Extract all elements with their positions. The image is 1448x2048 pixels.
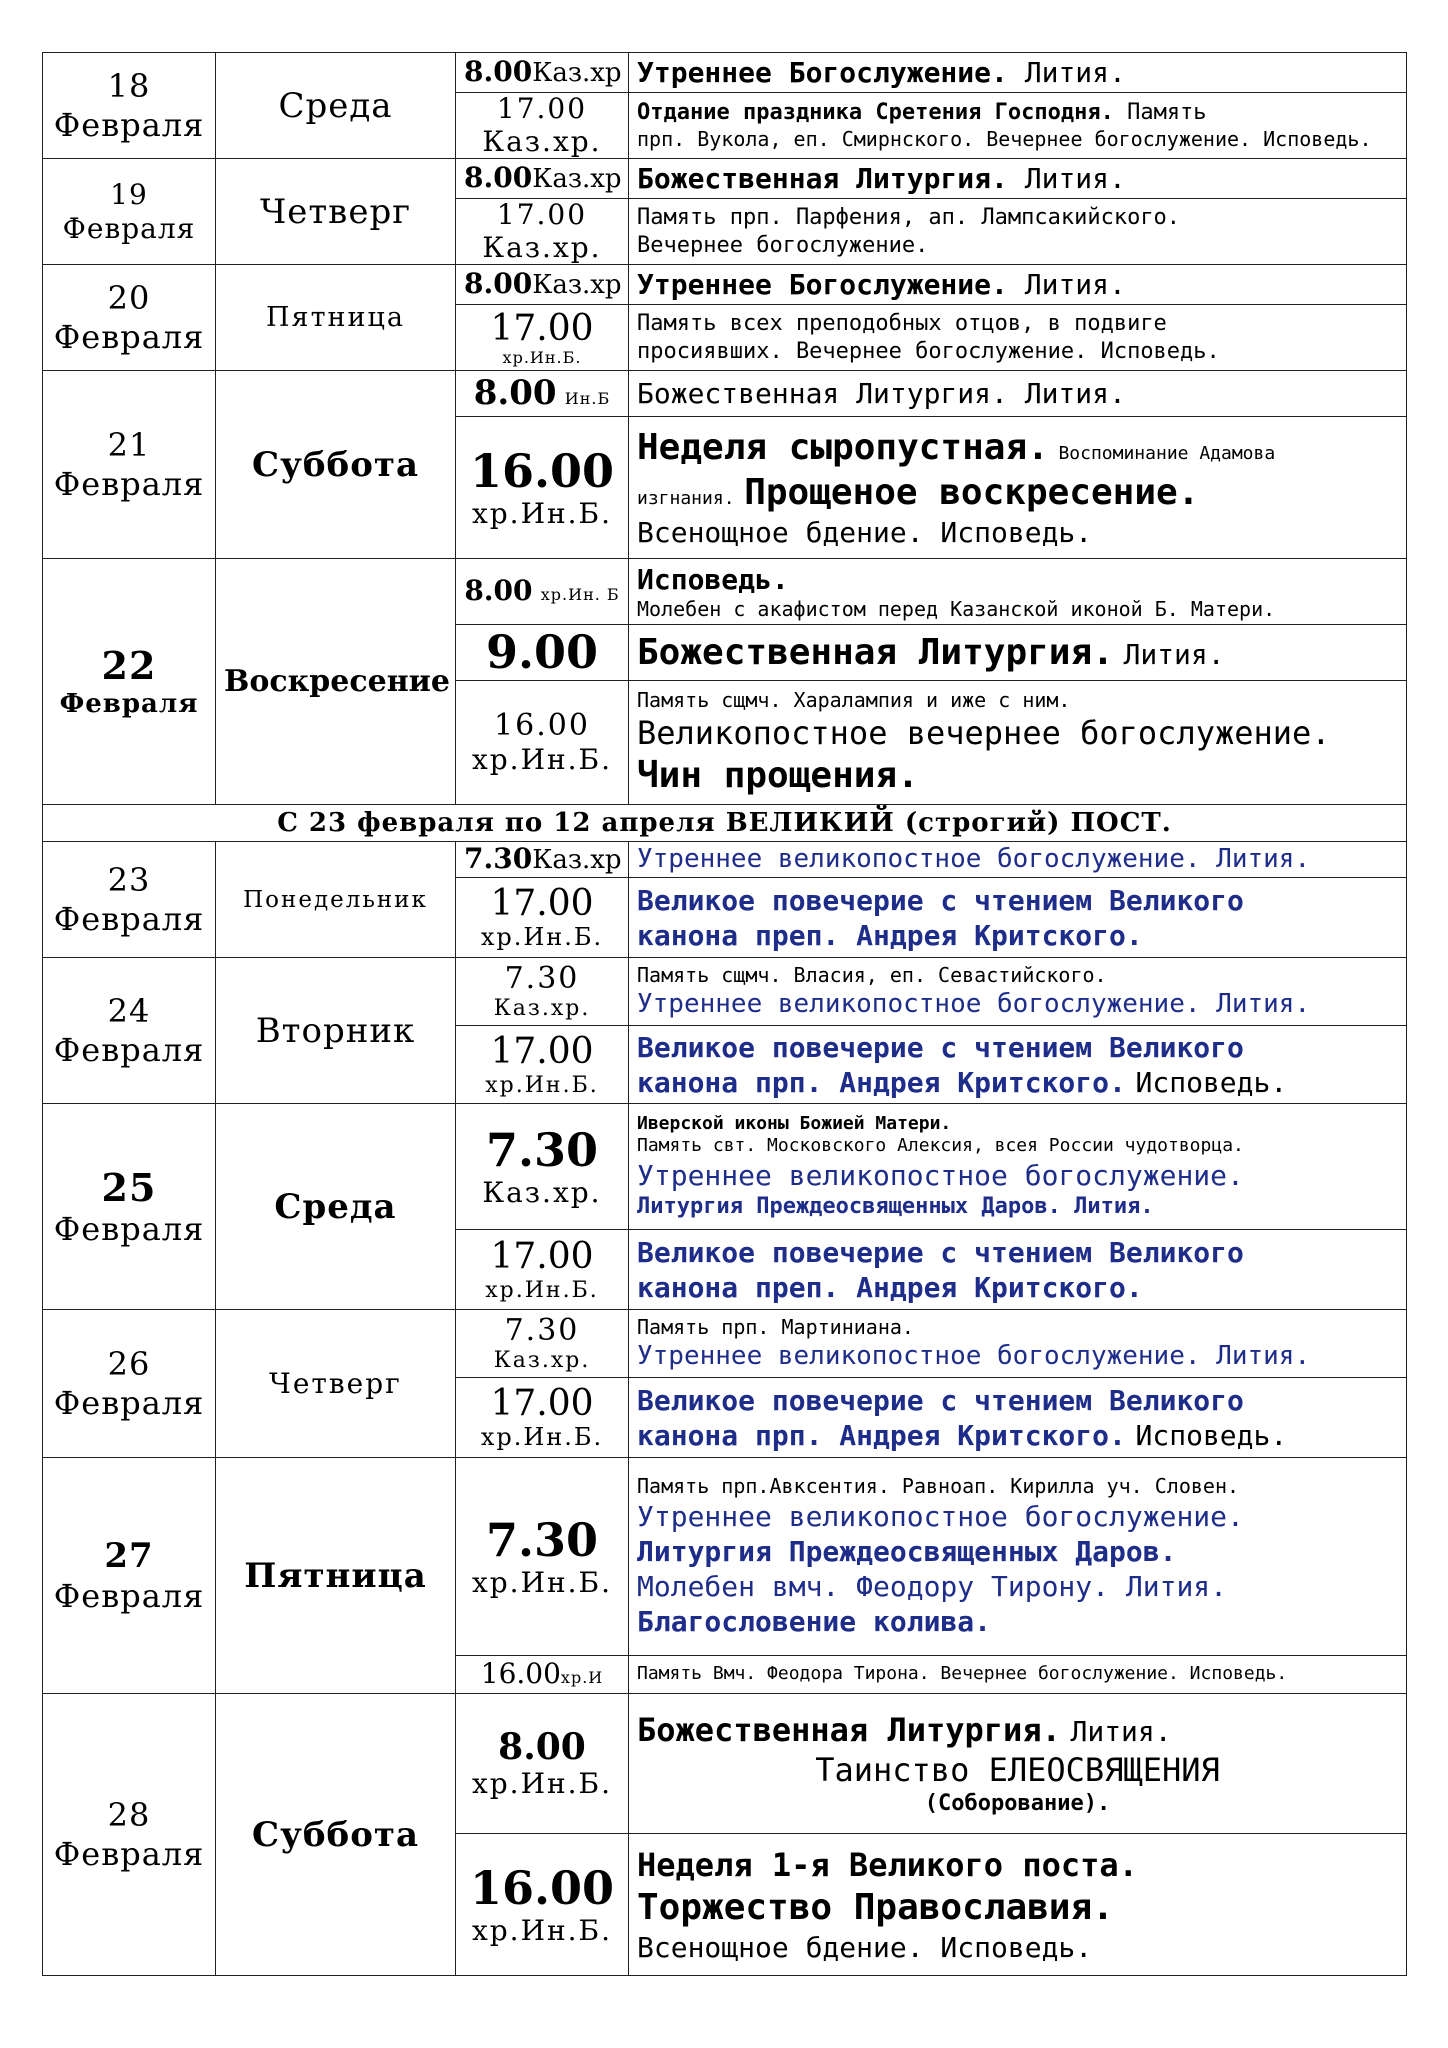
service-title: Божественная Литургия. bbox=[637, 1710, 1061, 1749]
date-month: Февраля bbox=[53, 1834, 205, 1873]
service-row bbox=[43, 559, 1407, 625]
service-location: хр.Ин.Б. bbox=[471, 496, 613, 530]
service-description bbox=[629, 1834, 1407, 1976]
fast-banner: С 23 февраля по 12 апреля ВЕЛИКИЙ (строгий) ПОСТ. bbox=[43, 805, 1407, 842]
service-description bbox=[629, 159, 1407, 199]
service-note: Память свт. Московского Алексия, всея России чудотворца. bbox=[637, 1135, 1244, 1157]
time-cell bbox=[456, 305, 629, 371]
service-title: Утреннее Богослужение. bbox=[637, 56, 1008, 89]
date-number: 25 bbox=[101, 1164, 157, 1210]
service-location: Каз.хр bbox=[532, 58, 622, 89]
service-title: канона прп. Андрея Критского. bbox=[637, 1065, 1126, 1099]
date-number: 22 bbox=[101, 643, 157, 689]
service-note: Воспоминание Адамова bbox=[1058, 443, 1276, 464]
time-cell bbox=[456, 1104, 629, 1230]
service-note: Память Вмч. Феодора Тирона. Вечернее богослужение. Исповедь. bbox=[637, 1663, 1288, 1685]
service-title: Иверской иконы Божией Матери. bbox=[637, 1112, 952, 1134]
time-cell bbox=[456, 1026, 629, 1104]
service-time: 16.00 bbox=[469, 443, 615, 498]
service-note: Великопостное вечернее богослужение. bbox=[637, 713, 1331, 752]
service-title: канона преп. Андрея Критского. bbox=[637, 1270, 1143, 1304]
service-location: хр.Ин. Б bbox=[540, 585, 620, 605]
service-time: 8.00 bbox=[464, 55, 533, 89]
date-month: Февраля bbox=[53, 1210, 205, 1249]
date-number: 27 bbox=[104, 1535, 154, 1576]
service-title: Прощеное воскресение. bbox=[744, 472, 1200, 513]
service-time: 17.00 bbox=[490, 1031, 594, 1073]
service-row bbox=[43, 53, 1407, 93]
service-note: изгнания. bbox=[637, 488, 735, 509]
service-title: Неделя 1-я Великого поста. bbox=[637, 1845, 1138, 1884]
service-time: 16.00 bbox=[480, 1657, 561, 1691]
service-title: Великое повечерие с чтением Великого bbox=[637, 1383, 1244, 1417]
date-month: Февраля bbox=[53, 1030, 205, 1069]
service-row bbox=[43, 842, 1407, 878]
service-note: Исповедь. bbox=[1135, 1418, 1288, 1452]
service-location: хр.Ин.Б. bbox=[485, 1072, 599, 1098]
service-description bbox=[629, 1694, 1407, 1834]
service-note: Лития. bbox=[1024, 268, 1126, 301]
time-cell bbox=[456, 1656, 629, 1694]
time-cell bbox=[456, 1230, 629, 1310]
service-description bbox=[629, 371, 1407, 417]
service-description bbox=[629, 878, 1407, 958]
time-cell bbox=[456, 371, 629, 417]
service-note: Память bbox=[1127, 100, 1207, 126]
time-cell bbox=[456, 93, 629, 159]
service-description bbox=[629, 681, 1407, 805]
service-note: Лития. bbox=[1024, 56, 1126, 89]
service-time: 16.00 bbox=[494, 708, 590, 744]
service-location: хр.Ин.Б. bbox=[480, 923, 604, 952]
time-cell bbox=[456, 417, 629, 559]
date-month: Февраля bbox=[59, 688, 199, 719]
date-number: 23 bbox=[107, 861, 151, 900]
schedule-table bbox=[42, 52, 1407, 1976]
service-description bbox=[629, 305, 1407, 371]
service-title: Исповедь. bbox=[637, 562, 789, 596]
service-title: Утреннее великопостное богослужение. bbox=[637, 1500, 1244, 1533]
service-note: Память прп. Мартиниана. bbox=[637, 1314, 914, 1339]
service-note: Молебен с акафистом перед Казанской иконой Б. Матери. bbox=[637, 596, 1276, 621]
weekday-cell: Суббота bbox=[216, 1694, 456, 1976]
service-note: Вечернее богослужение. bbox=[637, 232, 929, 258]
date-cell bbox=[43, 265, 216, 371]
service-title: Неделя сыропустная. bbox=[637, 427, 1049, 468]
date-cell bbox=[43, 1104, 216, 1310]
service-row bbox=[43, 371, 1407, 417]
time-cell bbox=[456, 625, 629, 681]
date-cell bbox=[43, 1310, 216, 1458]
service-location: Ин.Б bbox=[564, 388, 611, 408]
service-location: хр.И bbox=[560, 1668, 604, 1688]
time-cell bbox=[456, 1834, 629, 1976]
service-time: 17.00 bbox=[490, 1383, 594, 1424]
weekday-cell: Среда bbox=[216, 53, 456, 159]
weekday-cell: Пятница bbox=[216, 1458, 456, 1694]
service-time: 17.00 bbox=[496, 198, 588, 232]
service-time: 8.00 bbox=[464, 161, 533, 195]
service-title: Литургия Преждеосвященных Даров. Лития. bbox=[637, 1193, 1154, 1219]
date-number: 28 bbox=[107, 1796, 151, 1835]
service-note: Всенощное бдение. Исповедь. bbox=[637, 516, 1093, 549]
service-title: Благословение колива. bbox=[637, 1605, 992, 1638]
service-note: прп. Вукола, еп. Смирнского. Вечернее богослужение. Исповедь. bbox=[637, 126, 1372, 151]
service-row bbox=[43, 159, 1407, 199]
service-note: Всенощное бдение. Исповедь. bbox=[637, 1930, 1093, 1964]
service-row bbox=[43, 1694, 1407, 1834]
time-cell bbox=[456, 559, 629, 625]
service-location: хр.Ин.Б. bbox=[471, 1565, 613, 1599]
service-title: Отдание праздника Сретения Господня. bbox=[637, 100, 1114, 126]
time-cell bbox=[456, 1310, 629, 1378]
service-note: Память прп.Авксентия. Равноап. Кирилла уч. Словен. bbox=[637, 1474, 1240, 1498]
weekday-cell: Пятница bbox=[216, 265, 456, 371]
service-location: Каз.хр. bbox=[482, 230, 602, 264]
service-note: Память сщмч. Харалампия и иже с ним. bbox=[637, 687, 1071, 712]
service-description bbox=[629, 199, 1407, 265]
date-number: 18 bbox=[107, 67, 151, 106]
service-description bbox=[629, 93, 1407, 159]
date-cell bbox=[43, 1694, 216, 1976]
service-time: 8.00 bbox=[498, 1725, 586, 1768]
date-number: 20 bbox=[107, 279, 151, 318]
service-title: канона преп. Андрея Критского. bbox=[637, 918, 1143, 952]
time-cell bbox=[456, 53, 629, 93]
date-month: Февраля bbox=[53, 464, 205, 503]
date-month: Февраля bbox=[53, 105, 205, 144]
service-row bbox=[43, 1104, 1407, 1230]
service-note: Лития. bbox=[1070, 1714, 1172, 1748]
service-note: просиявших. Вечернее богослужение. Исповедь. bbox=[637, 338, 1220, 364]
weekday-cell: Вторник bbox=[216, 958, 456, 1104]
date-month: Февраля bbox=[53, 1383, 205, 1422]
service-location: хр.Ин.Б. bbox=[471, 742, 613, 776]
service-title: Утреннее великопостное богослужение. Лития. bbox=[637, 844, 1311, 875]
service-title: Чин прощения. bbox=[637, 754, 919, 796]
service-title: Таинство ЕЛЕОСВЯЩЕНИЯ bbox=[815, 1750, 1220, 1789]
fast-banner-row bbox=[43, 805, 1407, 842]
service-location: хр.Ин.Б. bbox=[471, 1767, 613, 1801]
service-description bbox=[629, 53, 1407, 93]
service-description bbox=[629, 1310, 1407, 1378]
time-cell bbox=[456, 681, 629, 805]
time-cell bbox=[456, 1694, 629, 1834]
service-title: канона прп. Андрея Критского. bbox=[637, 1418, 1126, 1452]
time-cell bbox=[456, 878, 629, 958]
service-description bbox=[629, 958, 1407, 1026]
service-title: Божественная Литургия. Лития. bbox=[637, 377, 1126, 410]
time-cell bbox=[456, 159, 629, 199]
service-description bbox=[629, 265, 1407, 305]
service-title: Молебен вмч. Феодору Тирону. Лития. bbox=[637, 1570, 1228, 1603]
weekday-cell: Среда bbox=[216, 1104, 456, 1310]
time-cell bbox=[456, 1378, 629, 1458]
service-time: 8.00 bbox=[464, 574, 533, 608]
service-title: Утреннее Богослужение. bbox=[637, 268, 1008, 301]
time-cell bbox=[456, 1458, 629, 1656]
service-description bbox=[629, 417, 1407, 559]
date-cell bbox=[43, 958, 216, 1104]
service-note: Лития. bbox=[1024, 162, 1126, 195]
service-time: 7.30 bbox=[464, 842, 533, 876]
date-cell bbox=[43, 53, 216, 159]
service-row bbox=[43, 1458, 1407, 1656]
service-row bbox=[43, 1310, 1407, 1378]
service-row bbox=[43, 265, 1407, 305]
date-cell bbox=[43, 1458, 216, 1694]
service-time: 8.00 bbox=[473, 372, 557, 413]
service-row bbox=[43, 958, 1407, 1026]
service-title: Божественная Литургия. bbox=[637, 632, 1114, 673]
service-location: Каз.хр. bbox=[493, 1348, 591, 1374]
service-time: 7.30 bbox=[504, 960, 580, 996]
service-description bbox=[629, 1104, 1407, 1230]
service-note: Память всех преподобных отцов, в подвиге bbox=[637, 311, 1167, 336]
service-title: Божественная Литургия. bbox=[637, 162, 1008, 195]
date-month: Февраля bbox=[53, 1576, 205, 1615]
service-description bbox=[629, 1656, 1407, 1694]
weekday-cell: Суббота bbox=[216, 371, 456, 559]
service-description bbox=[629, 842, 1407, 878]
time-cell bbox=[456, 842, 629, 878]
service-title: Великое повечерие с чтением Великого bbox=[637, 883, 1244, 917]
service-location: хр.Ин.Б. bbox=[480, 1423, 604, 1452]
service-title: Торжество Православия. bbox=[637, 1886, 1114, 1928]
date-cell bbox=[43, 159, 216, 265]
date-number: 21 bbox=[107, 426, 151, 465]
service-description bbox=[629, 1378, 1407, 1458]
date-number: 24 bbox=[107, 992, 151, 1031]
date-month: Февраля bbox=[53, 317, 205, 356]
service-description bbox=[629, 625, 1407, 681]
service-time: 17.00 bbox=[490, 1236, 594, 1278]
service-time: 17.00 bbox=[496, 92, 588, 126]
service-title: Утреннее великопостное богослужение. bbox=[637, 1158, 1244, 1192]
time-cell bbox=[456, 199, 629, 265]
service-location: Каз.хр. bbox=[482, 124, 602, 158]
date-cell bbox=[43, 842, 216, 958]
service-title: Литургия Преждеосвященных Даров. bbox=[637, 1535, 1177, 1568]
service-title: Утреннее великопостное богослужение. Лития. bbox=[637, 988, 1311, 1019]
date-month: Февраля bbox=[62, 211, 196, 245]
service-time: 8.00 bbox=[464, 267, 533, 301]
service-note: Память сщмч. Власия, еп. Севастийского. bbox=[637, 962, 1107, 987]
time-cell bbox=[456, 265, 629, 305]
service-description bbox=[629, 559, 1407, 625]
date-number: 19 bbox=[110, 177, 148, 211]
service-time: 7.30 bbox=[485, 1122, 599, 1177]
date-cell bbox=[43, 371, 216, 559]
date-number: 26 bbox=[107, 1345, 151, 1384]
time-cell bbox=[456, 958, 629, 1026]
service-description bbox=[629, 1026, 1407, 1104]
weekday-cell: Четверг bbox=[216, 1310, 456, 1458]
service-location: Каз.хр. bbox=[493, 996, 591, 1022]
weekday-cell: Воскресение bbox=[216, 559, 456, 805]
service-time: 17.00 bbox=[490, 883, 594, 924]
service-location: Каз.хр bbox=[532, 164, 622, 195]
service-note: (Соборование). bbox=[924, 1790, 1111, 1816]
service-title: Великое повечерие с чтением Великого bbox=[637, 1235, 1244, 1269]
service-location: Каз.хр. bbox=[482, 1175, 602, 1209]
service-time: 9.00 bbox=[485, 625, 599, 680]
service-time: 7.30 bbox=[485, 1512, 599, 1567]
service-time: 16.00 bbox=[469, 1860, 615, 1915]
weekday-cell: Четверг bbox=[216, 159, 456, 265]
service-location: хр.Ин.Б. bbox=[502, 348, 582, 367]
service-description bbox=[629, 1458, 1407, 1656]
service-note: Память прп. Парфения, ап. Лампсакийского. bbox=[637, 205, 1181, 230]
service-description bbox=[629, 1230, 1407, 1310]
service-location: Каз.хр bbox=[532, 845, 622, 876]
service-title: Великое повечерие с чтением Великого bbox=[637, 1030, 1244, 1064]
service-location: хр.Ин.Б. bbox=[485, 1277, 599, 1303]
service-time: 17.00 bbox=[490, 307, 594, 349]
service-note: Исповедь. bbox=[1135, 1065, 1288, 1099]
weekday-cell: Понедельник bbox=[216, 842, 456, 958]
service-location: Каз.хр bbox=[532, 270, 622, 301]
service-note: Лития. bbox=[1123, 638, 1225, 671]
service-time: 7.30 bbox=[504, 1312, 580, 1348]
date-month: Февраля bbox=[53, 899, 205, 938]
service-location: хр.Ин.Б. bbox=[471, 1913, 613, 1947]
service-title: Утреннее великопостное богослужение. Лития. bbox=[637, 1340, 1311, 1371]
date-cell bbox=[43, 559, 216, 805]
